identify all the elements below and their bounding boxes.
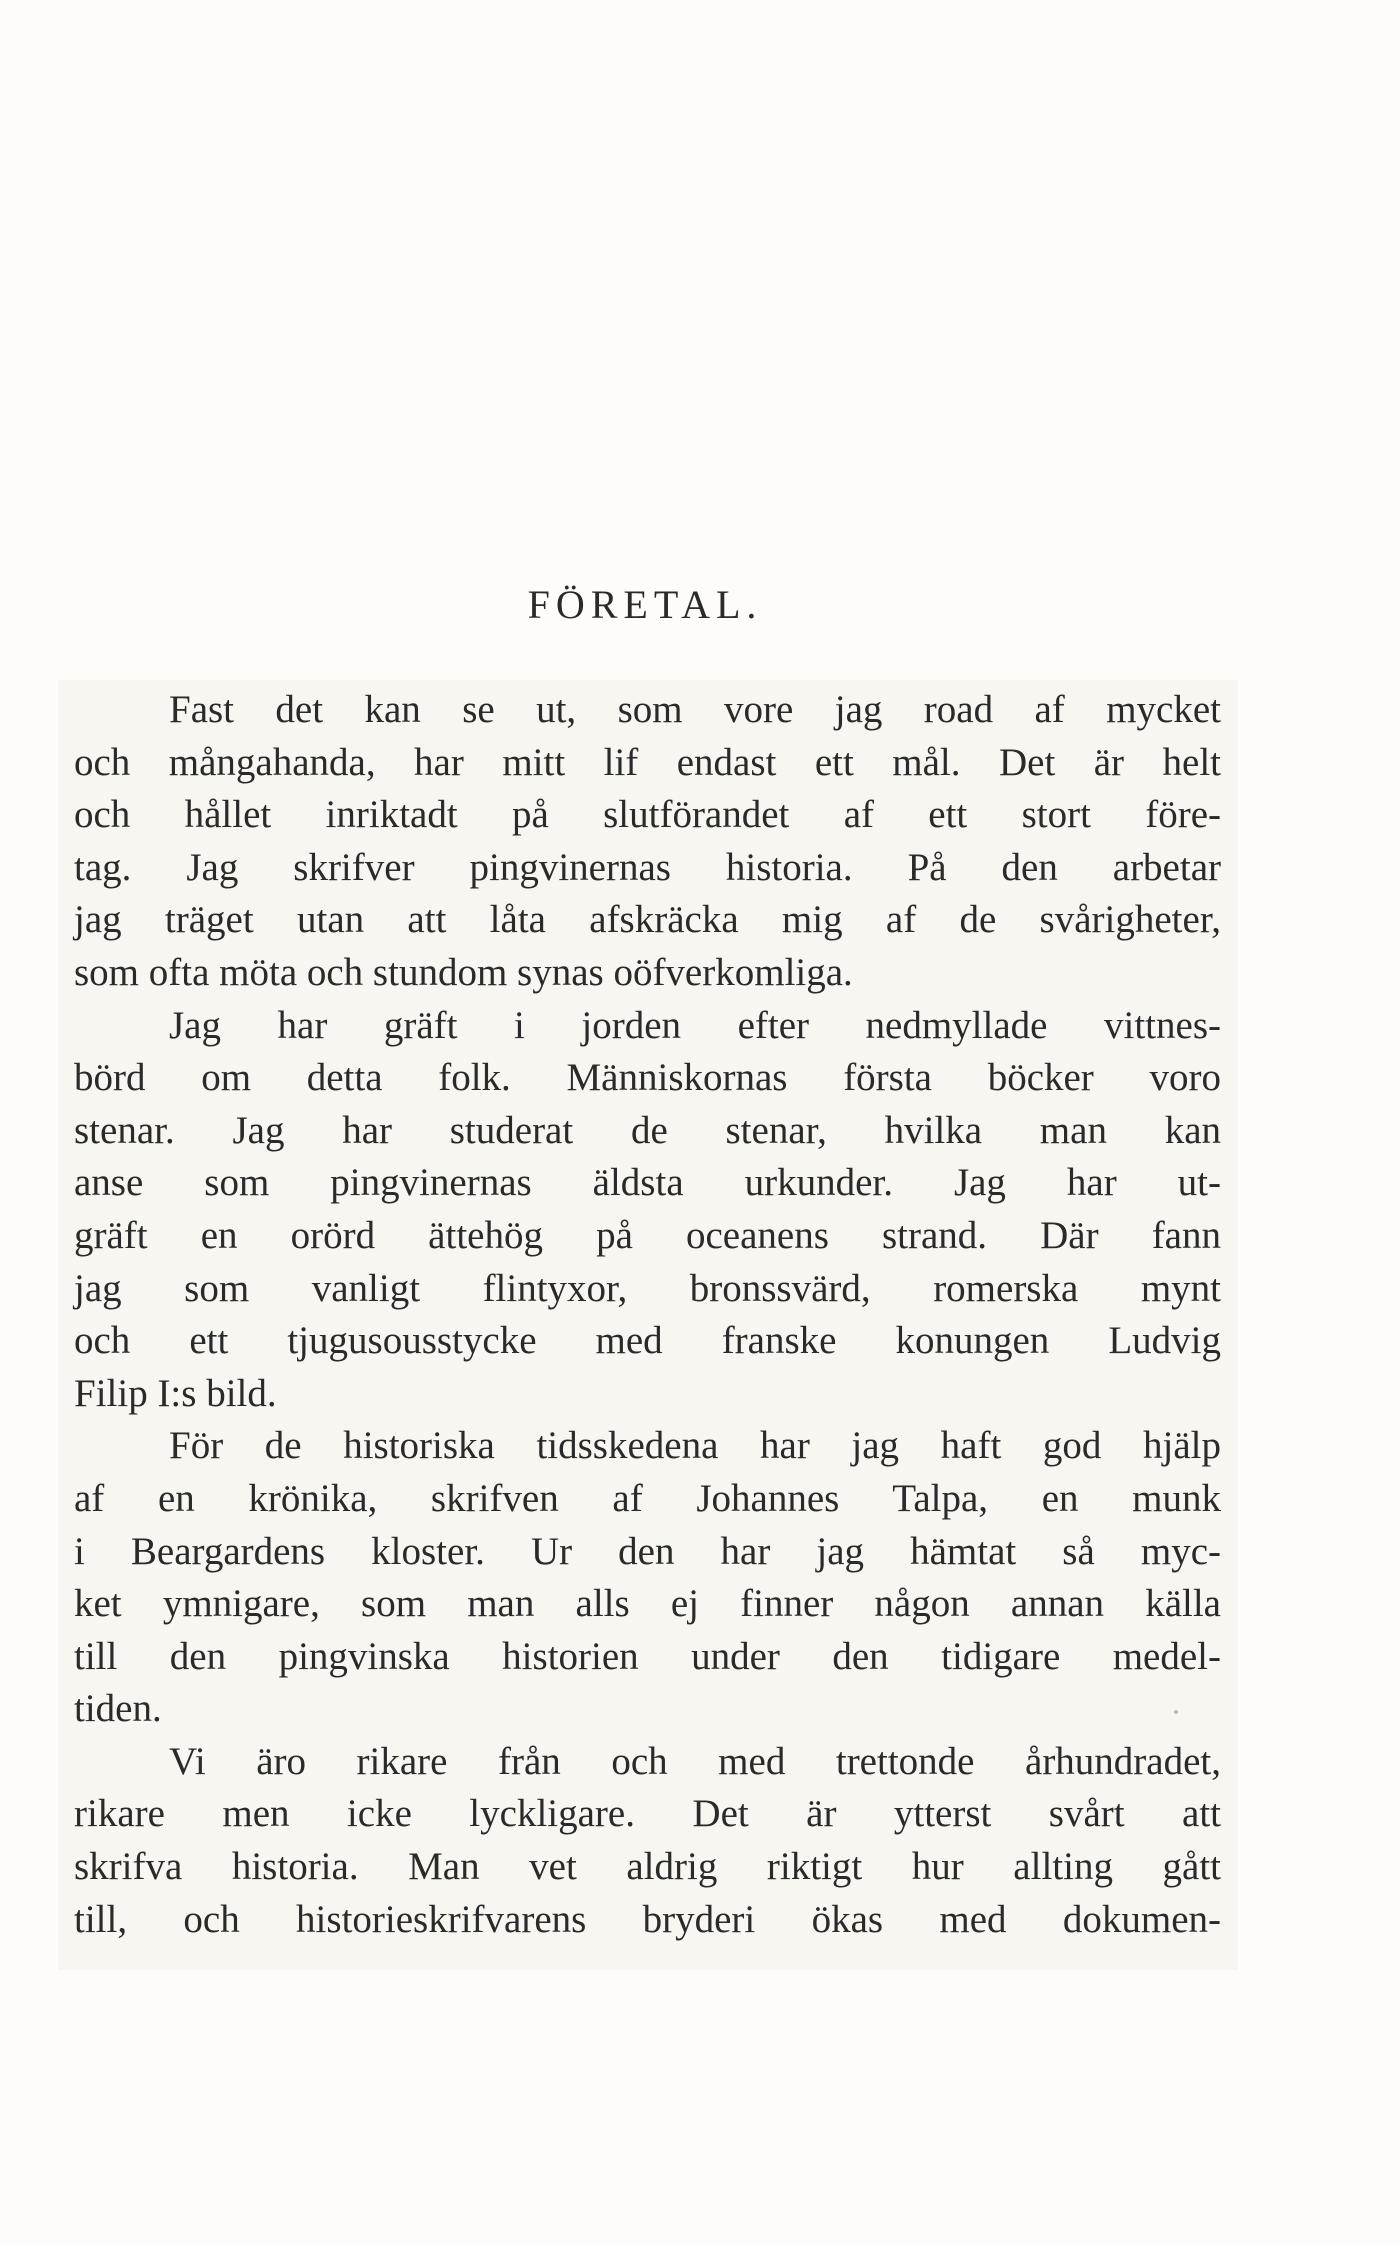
text-line: För de historiska tidsskedena har jag haft god hjälp bbox=[169, 1424, 1221, 1468]
text-line: som ofta möta och stundom synas oöfverkomliga. bbox=[74, 950, 853, 994]
page-title: FÖRETAL. bbox=[527, 582, 763, 627]
text-line: Filip I:s bild. bbox=[74, 1371, 277, 1415]
text-line: till, och historieskrifvarens bryderi ökas med dokumen- bbox=[74, 1897, 1221, 1941]
text-line: stenar. Jag har studerat de stenar, hvilka man kan bbox=[74, 1108, 1221, 1152]
text-line: och mångahanda, har mitt lif endast ett mål. Det är helt bbox=[74, 740, 1221, 784]
text-line: i Beargardens kloster. Ur den har jag hämtat så myc- bbox=[74, 1529, 1221, 1573]
text-line: och hållet inriktadt på slutförandet af ett stort före- bbox=[74, 793, 1221, 837]
text-line: skrifva historia. Man vet aldrig riktigt hur allting gått bbox=[74, 1845, 1221, 1889]
text-line: ket ymnigare, som man alls ej finner någon annan källa bbox=[74, 1582, 1221, 1626]
text-line: Fast det kan se ut, som vore jag road af mycket bbox=[169, 688, 1221, 731]
text-line: till den pingvinska historien under den tidigare medel- bbox=[74, 1634, 1221, 1678]
text-line: gräft en orörd ättehög på oceanens strand. Där fann bbox=[74, 1213, 1221, 1257]
body-text bbox=[74, 684, 1221, 1946]
text-line: rikare men icke lyckligare. Det är ytterst svårt att bbox=[74, 1792, 1221, 1836]
text-line: och ett tjugusousstycke med franske konungen Ludvig bbox=[74, 1319, 1221, 1363]
text-line: börd om detta folk. Människornas första böcker voro bbox=[74, 1056, 1221, 1100]
text-line: Jag har gräft i jorden efter nedmyllade vittnes- bbox=[169, 1003, 1221, 1047]
text-line: jag träget utan att låta afskräcka mig af de svårigheter, bbox=[74, 898, 1221, 942]
text-line: af en krönika, skrifven af Johannes Talpa, en munk bbox=[74, 1476, 1221, 1520]
ink-speck bbox=[1174, 1710, 1178, 1714]
text-line: tiden. bbox=[74, 1687, 162, 1731]
text-line: Vi äro rikare från och med trettonde århundradet, bbox=[169, 1739, 1221, 1783]
text-line: anse som pingvinernas äldsta urkunder. Jag har ut- bbox=[74, 1161, 1221, 1205]
text-line: tag. Jag skrifver pingvinernas historia. På den arbetar bbox=[74, 845, 1221, 889]
text-line: jag som vanligt flintyxor, bronssvärd, romerska mynt bbox=[74, 1266, 1221, 1310]
